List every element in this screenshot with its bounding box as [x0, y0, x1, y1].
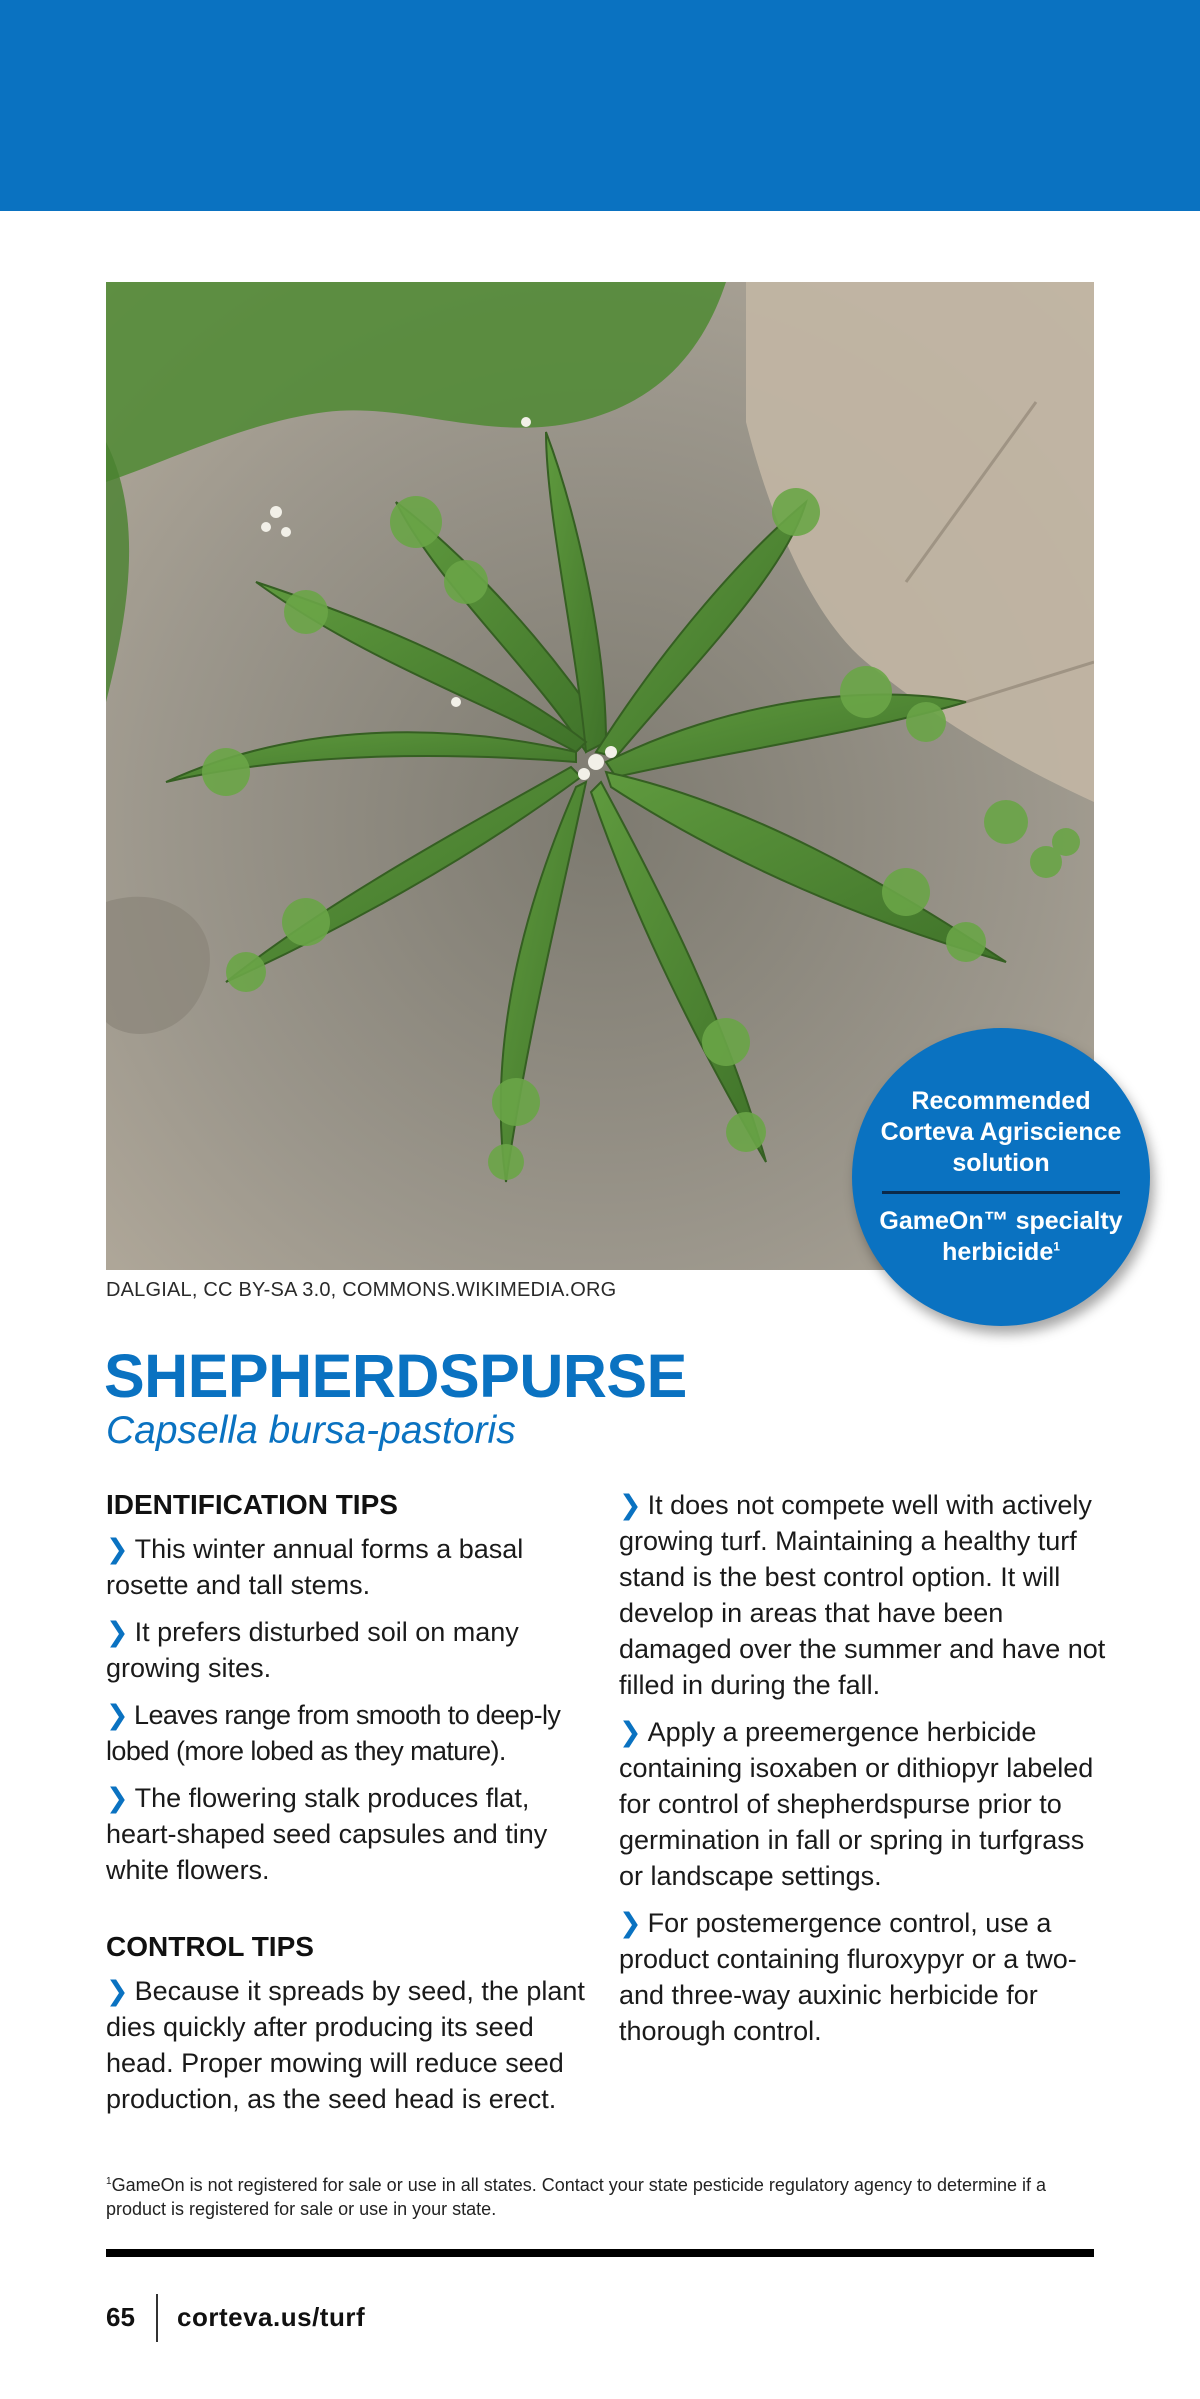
- badge-product-name: GameOn™ specialty herbicide: [879, 1207, 1123, 1266]
- page-number: 65: [106, 2302, 135, 2332]
- badge-product: [876, 1206, 1126, 1268]
- footnote-mark: 1: [106, 2176, 112, 2187]
- control-tip: [619, 1487, 1109, 1703]
- badge-divider: [882, 1191, 1120, 1194]
- footnote-text: GameOn is not registered for sale or use in all states. Contact your state pesticide regulatory agency to determine if a product is registered for sale or use in your state.: [106, 2175, 1047, 2219]
- control-tip-text: Because it spreads by seed, the plant dies quickly after producing its seed head. Proper mowing will reduce seed production, as the seed head is erect.: [106, 1976, 585, 2114]
- control-tip: [106, 1973, 606, 2117]
- badge-heading: Recommended Corteva Agriscience solution: [880, 1087, 1122, 1177]
- page-title: SHEPHERDSPURSE: [104, 1342, 687, 1410]
- scientific-name: Capsella bursa-pastoris: [106, 1409, 516, 1452]
- footer-rule: [106, 2249, 1094, 2257]
- footer-divider: [156, 2294, 158, 2342]
- badge-footnote-mark: 1: [1053, 1239, 1060, 1254]
- control-tip-text: It does not compete well with actively growing turf. Maintaining a healthy turf stand is the best control option. It will develop in areas that have been damaged over the summer and have not filled in during the fall.: [619, 1490, 1106, 1700]
- control-tip-text: Apply a preemergence herbicide containing isoxaben or dithiopyr labeled for control of shepherdspurse prior to germination in fall or spring in turfgrass or landscape settings.: [619, 1717, 1094, 1891]
- chevron-right-icon: ❯: [106, 1976, 129, 2006]
- chevron-right-icon: ❯: [106, 1534, 129, 1564]
- chevron-right-icon: ❯: [619, 1717, 642, 1747]
- control-tip: [619, 1714, 1109, 1894]
- chevron-right-icon: ❯: [106, 1700, 129, 1730]
- identification-tip-text: This winter annual forms a basal rosette and tall stems.: [106, 1534, 524, 1600]
- chevron-right-icon: ❯: [619, 1908, 642, 1938]
- identification-tip: [106, 1780, 606, 1888]
- identification-tip: [106, 1614, 606, 1686]
- control-tip: [619, 1905, 1109, 2049]
- identification-tip-text: The flowering stalk produces flat, heart-shaped seed capsules and tiny white flowers.: [106, 1783, 548, 1885]
- identification-heading: IDENTIFICATION TIPS: [106, 1489, 398, 1520]
- footnote: [106, 2173, 1086, 2221]
- identification-tip-text: Leaves range from smooth to deep-ly lobed (more lobed as they mature).: [106, 1700, 561, 1766]
- control-tip-text: For postemergence control, use a product containing fluroxypyr or a two- and three-way auxinic herbicide for thorough control.: [619, 1908, 1077, 2046]
- chevron-right-icon: ❯: [106, 1617, 129, 1647]
- control-heading: CONTROL TIPS: [106, 1931, 314, 1962]
- right-column: [619, 1487, 1109, 2060]
- chevron-right-icon: ❯: [619, 1490, 642, 1520]
- left-column: [106, 1487, 606, 2128]
- identification-tip-text: It prefers disturbed soil on many growing sites.: [106, 1617, 519, 1683]
- recommended-solution-badge: [852, 1028, 1150, 1326]
- photo-credit: DALGIAL, CC BY-SA 3.0, COMMONS.WIKIMEDIA.ORG: [106, 1279, 617, 1301]
- footer-url[interactable]: corteva.us/turf: [177, 2302, 366, 2332]
- identification-tip: [106, 1531, 606, 1603]
- header-band: [0, 0, 1200, 211]
- chevron-right-icon: ❯: [106, 1783, 129, 1813]
- identification-tip: [106, 1697, 606, 1769]
